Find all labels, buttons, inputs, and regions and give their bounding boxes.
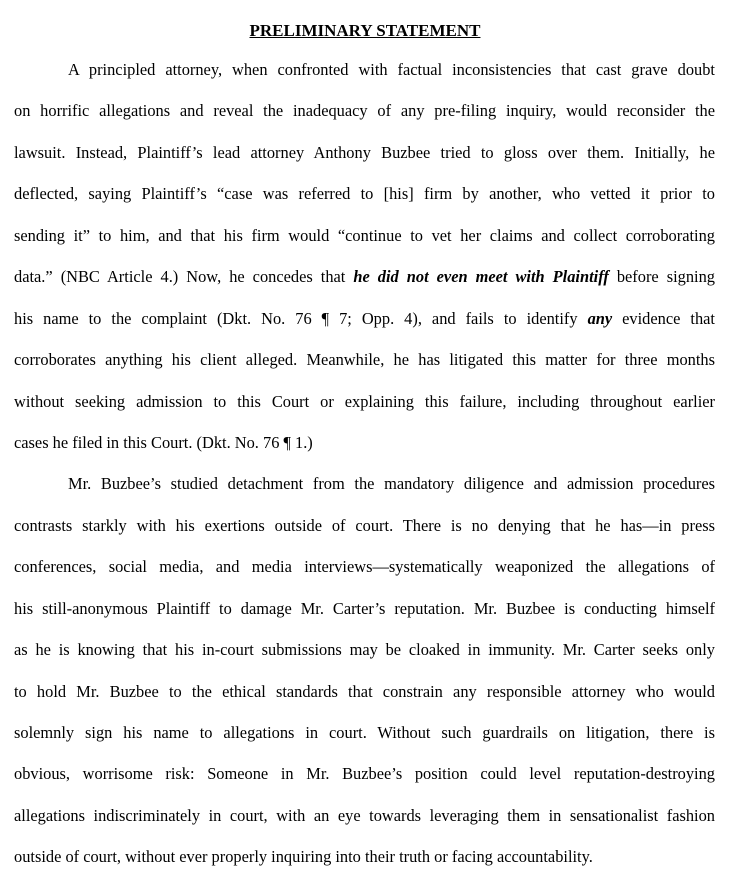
text-run: evidence that: [612, 309, 715, 328]
text-line: deflected, saying Plaintiff’s “case was referred to [his] firm by another, who vetted it prior to: [14, 184, 715, 203]
text-line: as he is knowing that his in-court submissions may be cloaked in immunity. Mr. Carter seeks only: [14, 640, 715, 659]
text-line: on horrific allegations and reveal the inadequacy of any pre-filing inquiry, would reconsider the: [14, 101, 715, 120]
emphasis-text: any: [587, 309, 613, 328]
text-line: without seeking admission to this Court or explaining this failure, including throughout earlier: [14, 392, 715, 411]
text-run: before signing: [608, 267, 715, 286]
emphasis-text: he did not even meet with Plaintiff: [353, 267, 609, 286]
text-line: allegations indiscriminately in court, with an eye towards leveraging them in sensationalist fashion: [14, 806, 715, 825]
text-line: lawsuit. Instead, Plaintiff’s lead attorney Anthony Buzbee tried to gloss over them. Initially, he: [14, 143, 715, 162]
text-line: solemnly sign his name to allegations in court. Without such guardrails on litigation, there is: [14, 723, 715, 742]
text-line: conferences, social media, and media interviews—systematically weaponized the allegations of: [14, 557, 715, 576]
text-run: data.” (NBC Article 4.) Now, he concedes that: [14, 267, 354, 286]
text-line: obvious, worrisome risk: Someone in Mr. Buzbee’s position could level reputation-destroying: [14, 764, 715, 783]
text-line: Mr. Buzbee’s studied detachment from the mandatory diligence and admission procedures: [68, 474, 715, 493]
page-title: PRELIMINARY STATEMENT: [249, 21, 481, 40]
text-line: his still-anonymous Plaintiff to damage Mr. Carter’s reputation. Mr. Buzbee is conducting himself: [14, 599, 715, 618]
text-run: his name to the complaint (Dkt. No. 76 ¶ 7; Opp. 4), and fails to identify: [14, 309, 588, 328]
text-line: corroborates anything his client alleged. Meanwhile, he has litigated this matter for three months: [14, 350, 715, 369]
text-line: [14, 266, 715, 288]
text-line: [14, 308, 715, 330]
text-line: outside of court, without ever properly inquiring into their truth or facing accountability.: [14, 847, 593, 866]
text-line: contrasts starkly with his exertions outside of court. There is no denying that he has—in press: [14, 516, 715, 535]
text-line: sending it” to him, and that his firm would “continue to vet her claims and collect corroborating: [14, 226, 715, 245]
text-line: cases he filed in this Court. (Dkt. No. 76 ¶ 1.): [14, 433, 313, 452]
text-line: A principled attorney, when confronted with factual inconsistencies that cast grave doubt: [68, 60, 715, 79]
text-line: to hold Mr. Buzbee to the ethical standards that constrain any responsible attorney who would: [14, 682, 715, 701]
